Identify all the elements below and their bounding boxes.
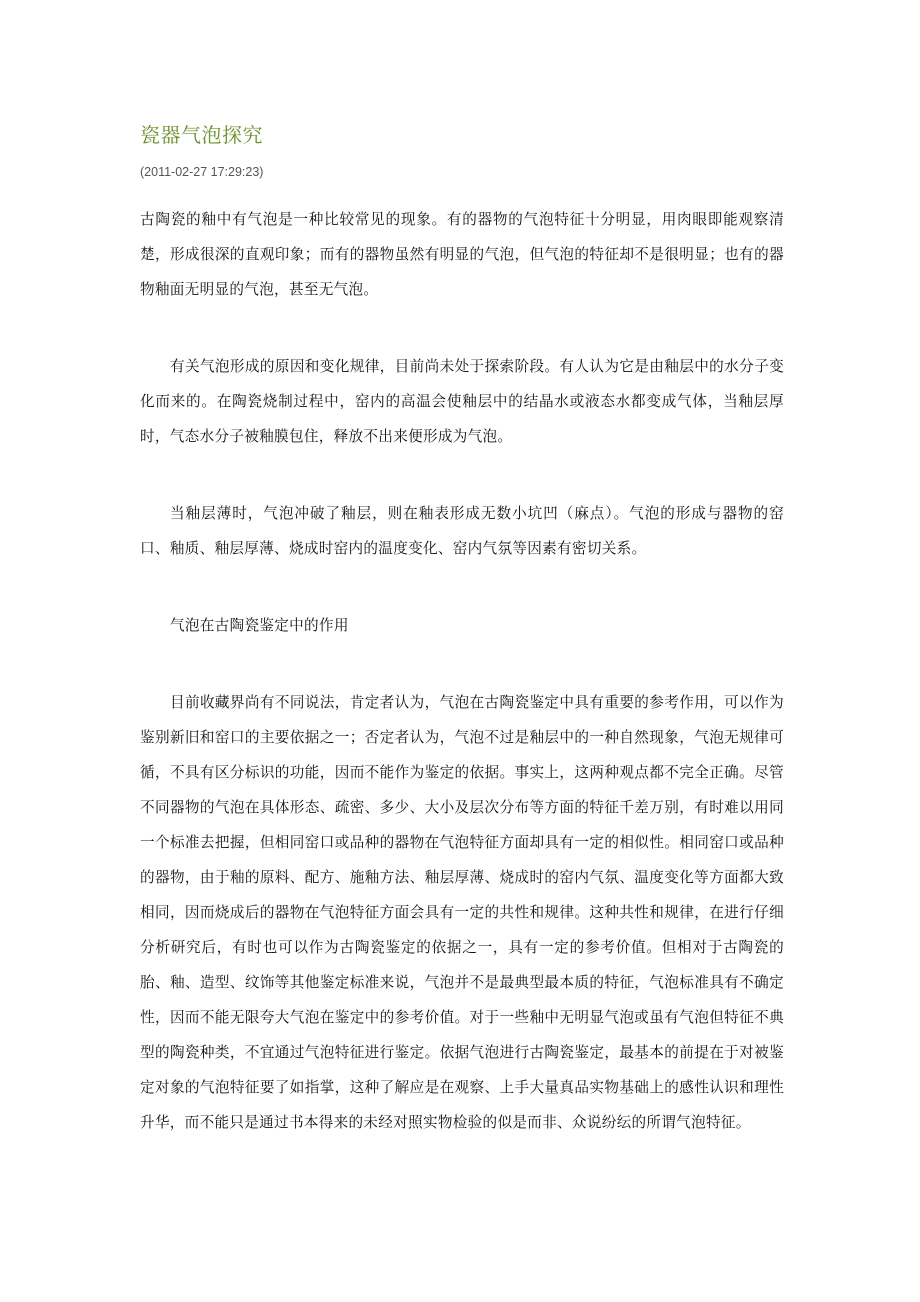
post-date: (2011-02-27 17:29:23)	[140, 165, 264, 179]
paragraph-thin-glaze: 当釉层薄时，气泡冲破了釉层，则在釉表形成无数小坑凹（麻点）。气泡的形成与器物的窑口、釉质、釉层厚薄、烧成时窑内的温度变化、窑内气氛等因素有密切关系。	[140, 505, 784, 557]
article-title: 瓷器气泡探究	[140, 123, 263, 147]
article	[140, 118, 784, 1140]
paragraph-formation: 有关气泡形成的原因和变化规律，目前尚未处于探索阶段。有人认为它是由釉层中的水分子变化而来的。在陶瓷烧制过程中，窑内的高温会使釉层中的结晶水或液态水都变成气体，当釉层厚时，气态水分子被釉膜包住，释放不出来便形成为气泡。	[140, 358, 784, 445]
paragraph-intro: 古陶瓷的釉中有气泡是一种比较常见的现象。有的器物的气泡特征十分明显，用肉眼即能观察清楚，形成很深的直观印象；而有的器物虽然有明显的气泡，但气泡的特征却不是很明显；也有的器物釉面无明显的气泡，甚至无气泡。	[140, 211, 784, 298]
section-heading: 气泡在古陶瓷鉴定中的作用	[170, 617, 349, 634]
paragraph-identification: 目前收藏界尚有不同说法，肯定者认为，气泡在古陶瓷鉴定中具有重要的参考作用，可以作为鉴别新旧和窑口的主要依据之一；否定者认为，气泡不过是釉层中的一种自然现象，气泡无规律可循，不具有区分标识的功能，因而不能作为鉴定的依据。事实上，这两种观点都不完全正确。尽管不同器物的气泡在具体形态、疏密、多少、大小及层次分布等方面的特征千差万别，有时难以用同一个标准去把握，但相同窑口或品种的器物在气泡特征方面却具有一定的相似性。相同窑口或品种的器物，由于釉的原料、配方、施釉方法、釉层厚薄、烧成时的窑内气氛、温度变化等方面都大致相同，因而烧成后的器物在气泡特征方面会具有一定的共性和规律。这种共性和规律，在进行仔细分析研究后，有时也可以作为古陶瓷鉴定的依据之一，具有一定的参考价值。但相对于古陶瓷的胎、釉、造型、纹饰等其他鉴定标准来说，气泡并不是最典型最本质的特征，气泡标准具有不确定性，因而不能无限夸大气泡在鉴定中的参考价值。对于一些釉中无明显气泡或虽有气泡但特征不典型的陶瓷种类，不宜通过气泡特征进行鉴定。依据气泡进行古陶瓷鉴定，最基本的前提在于对被鉴定对象的气泡特征要了如指掌，这种了解应是在观察、上手大量真品实物基础上的感性认识和理性升华，而不能只是通过书本得来的未经对照实物检验的似是而非、众说纷纭的所谓气泡特征。	[140, 694, 784, 1131]
